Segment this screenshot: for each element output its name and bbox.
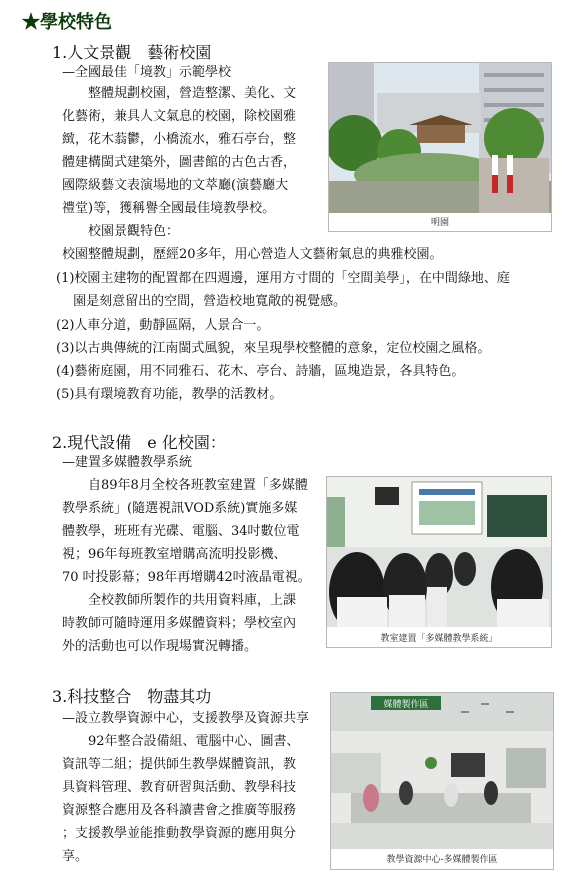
text-line: 外的活動也可以作現場實況轉播。 [62, 639, 258, 654]
campus-garden-photo [328, 62, 552, 232]
section-2-heading: 2.現代設備 e 化校園： [52, 433, 226, 452]
list-item: (5)具有環境教育功能，教學的活教材。 [56, 387, 283, 402]
media-room-sign: 媒體製作區 [383, 700, 429, 710]
text-line: 化藝術，兼具人文氣息的校園，除校園雅 [62, 109, 297, 124]
text-line: 教學系統」(隨選視訊VOD系統)實施多媒 [62, 501, 298, 516]
text-line: 92年整合設備組、電腦中心、圖書、 [62, 734, 300, 749]
feature-title: 校園景觀特色： [62, 224, 180, 239]
text-line: 全校教師所製作的共用資料庫，上課 [62, 593, 297, 608]
garden-illustration [329, 63, 551, 213]
list-item: (3)以古典傳統的江南閩式風貌，來呈現學校整體的意象，定位校園之風格。 [56, 341, 491, 356]
classroom-illustration [327, 477, 551, 627]
list-item: (2)人車分道，動靜區隔，人景合一。 [56, 318, 270, 333]
section-1-heading: 1.人文景觀 藝術校園 [52, 43, 212, 62]
text-line: 國際級藝文表演場地的文萃廳(演藝廳大 [62, 178, 289, 193]
text-line: 享。 [62, 849, 89, 864]
text-line: 體建構閩式建築外，圖書館的古色古香， [62, 155, 297, 170]
list-item: (1)校園主建物的配置都在四週邊，運用方寸間的「空間美學」，在中間綠地、庭 [56, 271, 510, 286]
section-1-subtitle: —全國最佳「境教」示範學校 [62, 65, 232, 80]
text-line: ；支援教學並能推動教學資源的應用與分 [62, 826, 297, 841]
classroom-photo [326, 476, 552, 648]
text-line: 視；96年每班教室增購高流明投影機、 [62, 547, 287, 562]
section-2-subtitle: —建置多媒體教學系統 [62, 455, 193, 470]
text-line: 緻，花木蓊鬱，小橋流水，雅石亭台，整 [62, 132, 297, 147]
text-line: 自89年8月全校各班教室建置「多媒體 [62, 478, 308, 493]
text-line: 整體規劃校園，營造整潔、美化、文 [62, 86, 297, 101]
list-item: (4)藝術庭園，用不同雅石、花木、亭台、詩牆，區塊造景，各具特色。 [56, 364, 465, 379]
text-line: 具資料管理、教育研習與活動、教學科技 [62, 780, 297, 795]
photo-caption: 教學資源中心-多媒體製作區 [386, 855, 498, 865]
photo-caption: 明園 [430, 218, 449, 228]
text-line: 資訊等二組；提供師生教學媒體資訊，教 [62, 757, 297, 772]
photo-caption: 教室建置「多媒體教學系統」 [380, 634, 498, 644]
text-line: 禮堂)等，獲稱譽全國最佳境教學校。 [62, 201, 276, 216]
section-3-heading: 3.科技整合 物盡其功 [52, 687, 212, 706]
resource-center-illustration [331, 693, 553, 849]
text-line: 70 吋投影幕；98年再增購42吋液晶電視。 [62, 570, 311, 585]
text-line: 體教學，班班有光碟、電腦、34吋數位電 [62, 524, 300, 539]
page-title: ★學校特色 [22, 12, 112, 33]
text-line: 資源整合應用及各科讀書會之推廣等服務 [62, 803, 297, 818]
list-item: 園是刻意留出的空間，營造校地寬敞的視覺感。 [56, 294, 347, 309]
resource-center-photo [330, 692, 554, 870]
section-3-subtitle: —設立教學資源中心，支援教學及資源共享 [62, 711, 310, 726]
feature-intro: 校園整體規劃，歷經20多年，用心營造人文藝術氣息的典雅校園。 [62, 247, 443, 262]
text-line: 時教師可隨時運用多媒體資料；學校室內 [62, 616, 297, 631]
